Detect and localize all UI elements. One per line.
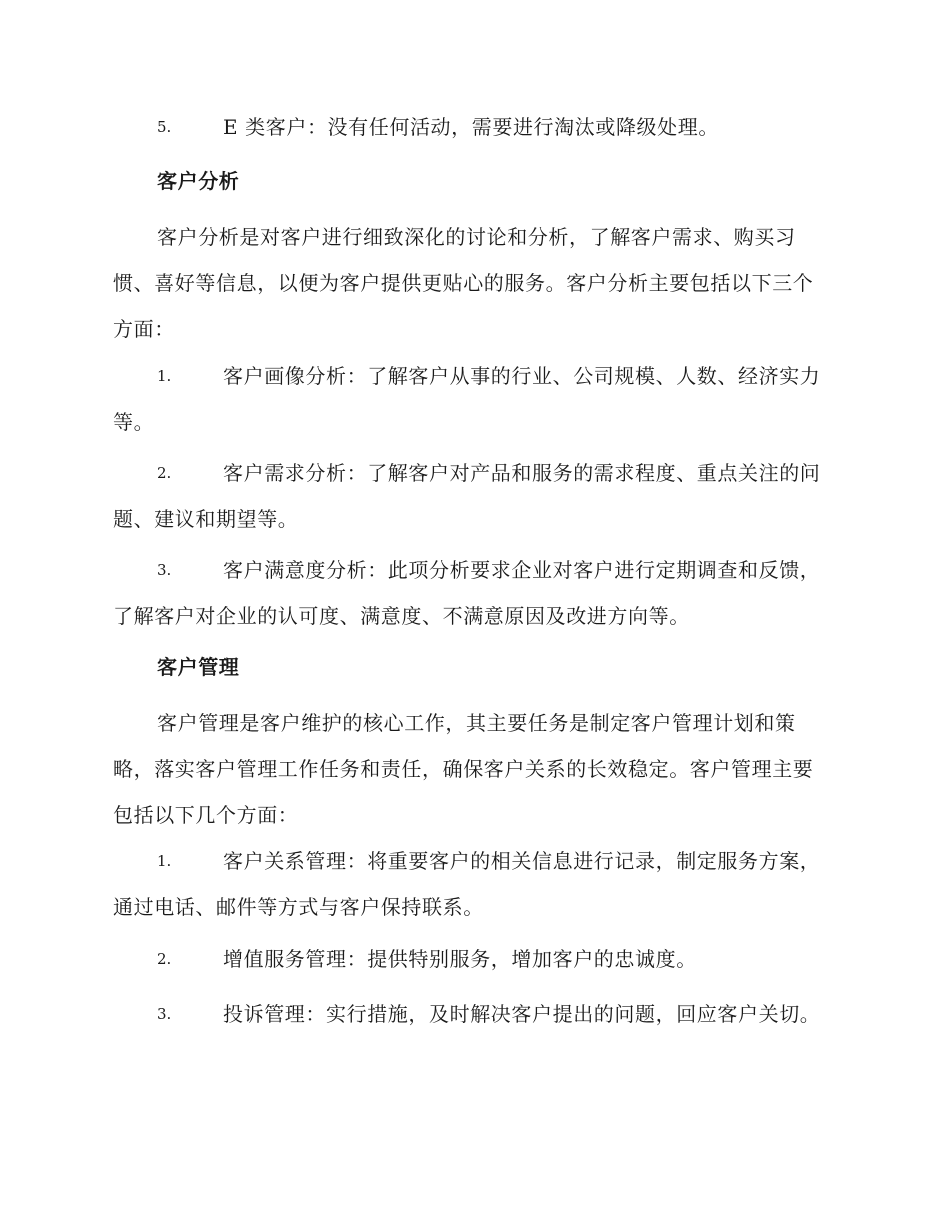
list-number: 3. [157,561,172,579]
list-item [113,450,833,542]
list-text: 投诉管理：实行措施，及时解决客户提出的问题，回应客户关切。 [223,1002,821,1026]
list-number: 1. [157,852,172,870]
list-item [113,936,833,982]
list-number: 3. [157,1005,172,1023]
section-heading-analysis: 客户分析 [157,169,240,193]
list-text: 客户关系管理：将重要客户的相关信息进行记录，制定服务方案，通过电话、邮件等方式与客户保持联系。 [113,849,821,919]
list-text: E 类客户：没有任何活动，需要进行淘汰或降级处理。 [223,115,719,139]
list-text: 客户满意度分析：此项分析要求企业对客户进行定期调查和反馈，了解客户对企业的认可度、满意度、不满意原因及改进方向等。 [113,558,821,628]
list-item [113,104,833,150]
list-item [113,991,833,1037]
list-number: 5. [157,118,172,136]
list-item [113,547,833,639]
list-text: 客户需求分析：了解客户对产品和服务的需求程度、重点关注的问题、建议和期望等。 [113,461,821,531]
list-text: 增值服务管理：提供特别服务，增加客户的忠诚度。 [223,947,697,971]
list-number: 2. [157,950,172,968]
list-text: 客户画像分析：了解客户从事的行业、公司规模、人数、经济实力等。 [113,364,821,434]
list-item [113,353,833,445]
list-number: 1. [157,367,172,385]
paragraph-analysis-intro: 客户分析是对客户进行细致深化的讨论和分析，了解客户需求、购买习惯、喜好等信息，以便为客户提供更贴心的服务。客户分析主要包括以下三个方面： [113,225,814,341]
paragraph-management-intro: 客户管理是客户维护的核心工作，其主要任务是制定客户管理计划和策略，落实客户管理工作任务和责任，确保客户关系的长效稳定。客户管理主要包括以下几个方面： [113,711,814,827]
section-heading-management: 客户管理 [157,655,240,679]
list-number: 2. [157,464,172,482]
list-item [113,838,833,930]
